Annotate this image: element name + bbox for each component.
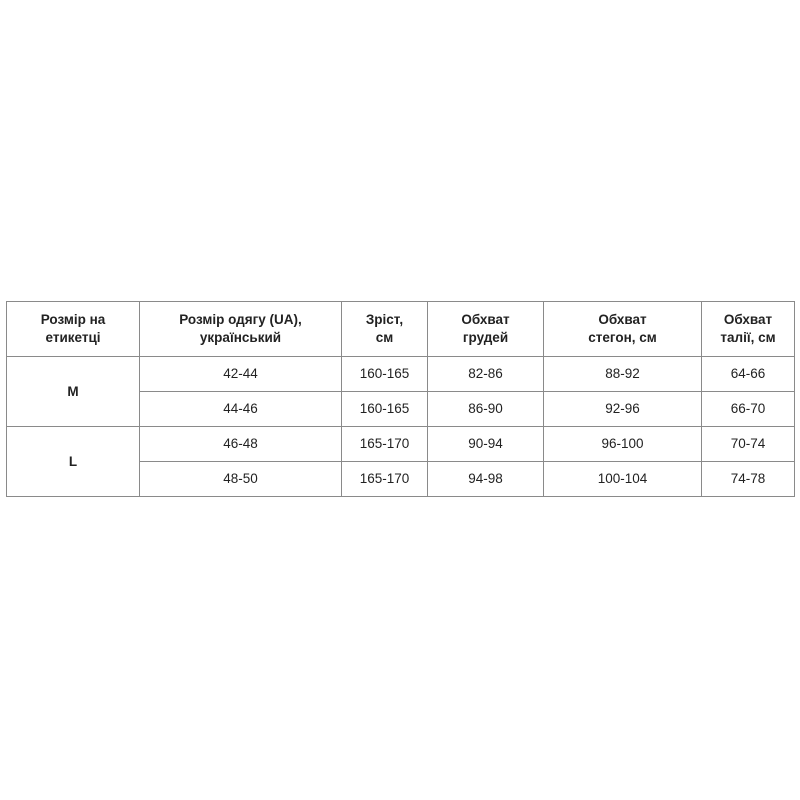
- header-text: стегон, см: [588, 330, 657, 345]
- header-text: Розмір одягу (UA),: [179, 312, 302, 327]
- header-height: [342, 302, 428, 357]
- header-hips: [544, 302, 702, 357]
- header-text: Обхват: [461, 312, 510, 327]
- hips-cell: 96-100: [544, 427, 702, 462]
- ua-size-cell: 48-50: [140, 462, 342, 497]
- hips-cell: 88-92: [544, 357, 702, 392]
- ua-size-cell: 44-46: [140, 392, 342, 427]
- height-cell: 165-170: [342, 427, 428, 462]
- header-text: Обхват: [723, 312, 773, 327]
- chest-cell: 82-86: [428, 357, 544, 392]
- ua-size-cell: 42-44: [140, 357, 342, 392]
- header-text: Розмір на: [40, 312, 106, 327]
- table-row: [7, 357, 795, 392]
- height-cell: 165-170: [342, 462, 428, 497]
- size-label-cell: M: [7, 357, 140, 427]
- header-text: грудей: [462, 330, 509, 345]
- chest-cell: 94-98: [428, 462, 544, 497]
- size-chart-table: [6, 301, 795, 497]
- header-text: талії, см: [720, 330, 776, 345]
- waist-cell: 74-78: [702, 462, 795, 497]
- waist-cell: 66-70: [702, 392, 795, 427]
- hips-cell: 100-104: [544, 462, 702, 497]
- waist-cell: 64-66: [702, 357, 795, 392]
- header-text: Зріст,: [365, 312, 404, 327]
- height-cell: 160-165: [342, 392, 428, 427]
- header-text: Обхват: [598, 312, 647, 327]
- ua-size-cell: 46-48: [140, 427, 342, 462]
- header-ua-size: [140, 302, 342, 357]
- header-text: український: [199, 330, 282, 345]
- header-chest: [428, 302, 544, 357]
- chest-cell: 90-94: [428, 427, 544, 462]
- waist-cell: 70-74: [702, 427, 795, 462]
- header-text: етикетці: [45, 330, 101, 345]
- header-waist: [702, 302, 795, 357]
- chest-cell: 86-90: [428, 392, 544, 427]
- table-row: [7, 427, 795, 462]
- height-cell: 160-165: [342, 357, 428, 392]
- hips-cell: 92-96: [544, 392, 702, 427]
- size-label-cell: L: [7, 427, 140, 497]
- header-row: [7, 302, 795, 357]
- header-label-size: [7, 302, 140, 357]
- header-text: см: [375, 330, 394, 345]
